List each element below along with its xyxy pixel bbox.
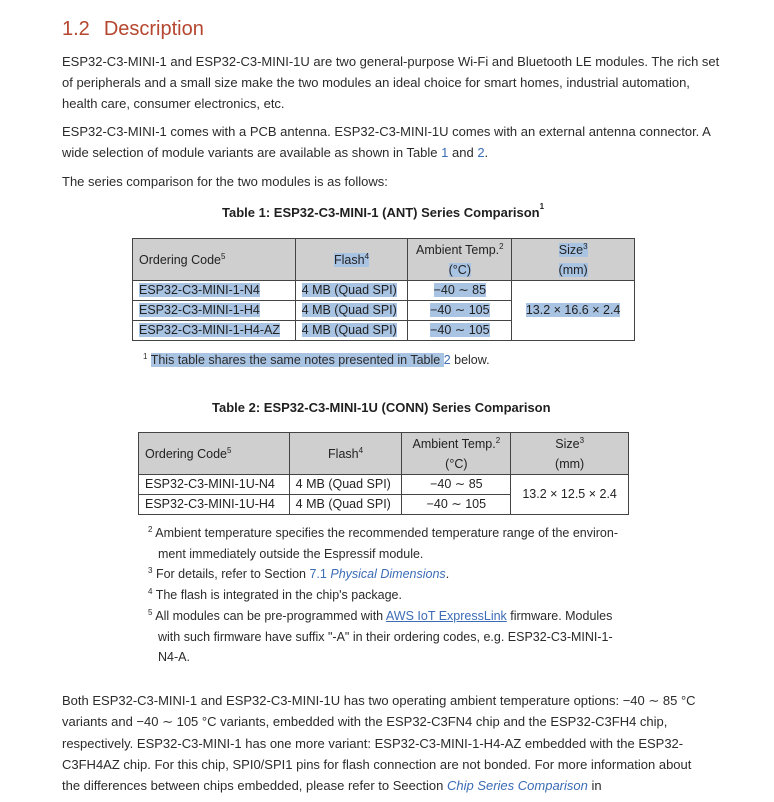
note-number: 2 bbox=[148, 525, 153, 534]
header-ordering-code: Ordering Code$^5$ bbox=[133, 239, 296, 281]
section-number: 1.2 bbox=[62, 18, 90, 40]
paragraph-end: in bbox=[587, 778, 602, 794]
physical-dimensions-link[interactable]: Physical Dimensions bbox=[330, 567, 446, 581]
series-intro: The series comparison for the two modules is as follows: bbox=[62, 174, 388, 189]
footnote-number: 1 bbox=[143, 352, 148, 361]
note-5 bbox=[148, 606, 648, 668]
cell-code: ESP32-C3-MINI-1-H4-AZ bbox=[133, 321, 296, 341]
table-1-caption-text: Table 1: ESP32-C3-MINI-1 (ANT) Series Comparison bbox=[222, 205, 540, 220]
paragraph-text: Both ESP32-C3-MINI-1 and ESP32-C3-MINI-1U has two operating ambient temperature options: −40 ∼ 85 °C variants and −40 ∼ 105 °C variants, embedded with the ESP32-C3FN4 chip and the ESP32-C3FH4 chip, respectively. ESP32-C3-MINI-1 has one more variant: ESP32-C3-MINI-1-H4-AZ embedded with the ESP32-C3FH4AZ chip. For this chip, SPI0/SPI1 pins for flash connection are not bonded. For more information about the differences between chips embedded, please refer to Seection bbox=[62, 693, 696, 794]
table-2 bbox=[138, 432, 629, 515]
header-ambient-temp: Ambient Temp.$^2$ (°C) bbox=[408, 239, 512, 281]
note-4 bbox=[148, 585, 402, 606]
table-row bbox=[139, 475, 629, 495]
cell-code: ESP32-C3-MINI-1-N4 bbox=[133, 281, 296, 301]
section-heading bbox=[62, 18, 204, 41]
section-title: Description bbox=[103, 18, 204, 40]
header-flash: Flash$^4$ bbox=[289, 433, 402, 475]
note-text: All modules can be pre-programmed with bbox=[155, 609, 386, 623]
note-text: For details, refer to Section bbox=[155, 567, 310, 581]
cell-flash: 4 MB (Quad SPI) bbox=[295, 281, 408, 301]
note-2 bbox=[148, 523, 638, 564]
cell-temp: −40 ∼ 105 bbox=[402, 495, 511, 515]
cell-code: ESP32-C3-MINI-1U-H4 bbox=[139, 495, 290, 515]
table-1-footnote bbox=[143, 350, 490, 371]
period-text: . bbox=[484, 145, 489, 160]
header-flash: Flash$^4$ bbox=[295, 239, 408, 281]
cell-flash: 4 MB (Quad SPI) bbox=[295, 301, 408, 321]
table-1-link[interactable]: 1 bbox=[441, 145, 449, 160]
table-1 bbox=[132, 238, 635, 341]
header-size: Size$^3$ (mm) bbox=[511, 433, 629, 475]
table-2-caption: Table 2: ESP32-C3-MINI-1U (CONN) Series Comparison bbox=[212, 400, 551, 415]
cell-flash: 4 MB (Quad SPI) bbox=[295, 321, 408, 341]
cell-code: ESP32-C3-MINI-1-H4 bbox=[133, 301, 296, 321]
and-text: and bbox=[448, 145, 478, 160]
temperature-options-paragraph bbox=[62, 690, 712, 796]
cell-temp: −40 ∼ 85 bbox=[402, 475, 511, 495]
aws-iot-expresslink-link[interactable]: AWS IoT ExpressLink bbox=[385, 609, 507, 623]
header-ordering-code: Ordering Code$^5$ bbox=[139, 433, 290, 475]
note-end: . bbox=[445, 567, 450, 581]
cell-flash: 4 MB (Quad SPI) bbox=[289, 475, 402, 495]
cell-flash: 4 MB (Quad SPI) bbox=[289, 495, 402, 515]
cell-temp: −40 ∼ 105 bbox=[408, 301, 512, 321]
footnote-end: below. bbox=[450, 353, 490, 367]
cell-temp: −40 ∼ 85 bbox=[408, 281, 512, 301]
note-text: N4-A. bbox=[158, 650, 190, 664]
note-text: ment immediately outside the Espressif module. bbox=[158, 546, 424, 561]
cell-code: ESP32-C3-MINI-1U-N4 bbox=[139, 475, 290, 495]
antenna-text: ESP32-C3-MINI-1 comes with a PCB antenna. ESP32-C3-MINI-1U comes with an external antenna connector. A wide selection of module variants are available as shown in Table bbox=[62, 124, 711, 160]
footnote-text: This table shares the same notes presented in Table bbox=[150, 353, 444, 367]
table-2-link[interactable]: 2 bbox=[443, 353, 451, 367]
table-1-caption bbox=[222, 202, 545, 220]
note-text: Ambient temperature specifies the recommended temperature range of the environ- bbox=[155, 526, 618, 540]
note-text: with such firmware have suffix "-A" in their ordering codes, e.g. ESP32-C3-MINI-1- bbox=[158, 629, 613, 644]
header-ambient-temp: Ambient Temp.$^2$ (°C) bbox=[402, 433, 511, 475]
note-number: 5 bbox=[148, 608, 153, 617]
cell-size: 13.2 × 12.5 × 2.4 bbox=[511, 475, 629, 515]
note-text: firmware. Modules bbox=[506, 609, 613, 623]
note-number: 3 bbox=[148, 566, 153, 575]
table-row bbox=[133, 281, 635, 301]
section-7-1-link[interactable]: 7.1 bbox=[309, 567, 327, 581]
header-size: Size$^3$ (mm) bbox=[512, 239, 635, 281]
note-number: 4 bbox=[148, 587, 153, 596]
antenna-paragraph bbox=[62, 121, 722, 163]
caption-sup: 1 bbox=[539, 202, 545, 211]
note-text: The flash is integrated in the chip's package. bbox=[155, 588, 402, 602]
chip-series-comparison-link[interactable]: Chip Series Comparison bbox=[446, 778, 588, 794]
table-2-link[interactable]: 2 bbox=[477, 145, 485, 160]
cell-temp: −40 ∼ 105 bbox=[408, 321, 512, 341]
cell-size: 13.2 × 16.6 × 2.4 bbox=[512, 281, 635, 341]
note-3 bbox=[148, 564, 449, 585]
intro-paragraph: ESP32-C3-MINI-1 and ESP32-C3-MINI-1U are two general-purpose Wi-Fi and Bluetooth LE modules. The rich set of peripherals and a small size make the two modules an ideal choice for smart homes, industrial automation, health care, consumer electronics, etc. bbox=[62, 54, 720, 111]
